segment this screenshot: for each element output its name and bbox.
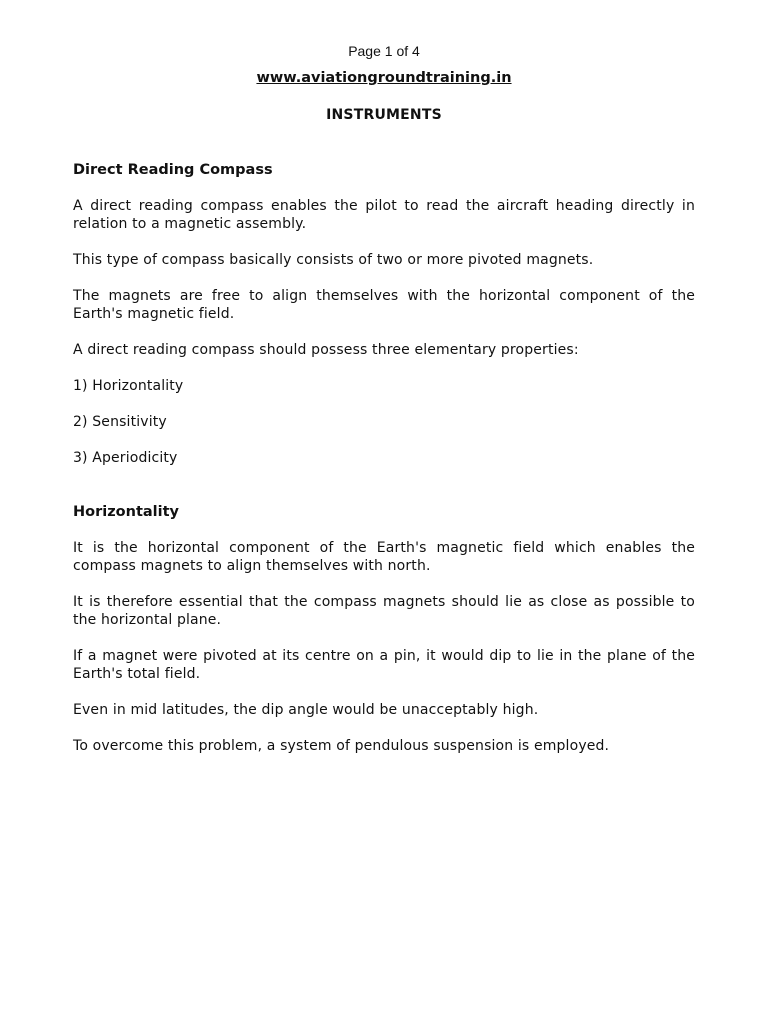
paragraph: It is therefore essential that the compass magnets should lie as close as possible to the horizontal plane. bbox=[73, 594, 695, 628]
section-heading-direct-reading-compass: Direct Reading Compass bbox=[73, 162, 273, 178]
paragraph: This type of compass basically consists of two or more pivoted magnets. bbox=[73, 252, 594, 268]
property-item: 2) Sensitivity bbox=[73, 414, 167, 430]
paragraph: It is the horizontal component of the Earth's magnetic field which enables the compass magnets to align themselves with north. bbox=[73, 540, 695, 574]
paragraph: The magnets are free to align themselves with the horizontal component of the Earth's magnetic field. bbox=[73, 288, 695, 322]
property-item: 3) Aperiodicity bbox=[73, 450, 178, 466]
paragraph: If a magnet were pivoted at its centre on a pin, it would dip to lie in the plane of the Earth's total field. bbox=[73, 648, 695, 682]
page-number: Page 1 of 4 bbox=[348, 43, 420, 59]
document-body bbox=[73, 161, 695, 755]
paragraph: A direct reading compass enables the pilot to read the aircraft heading directly in relation to a magnetic assembly. bbox=[73, 198, 695, 232]
paragraph: To overcome this problem, a system of pendulous suspension is employed. bbox=[73, 738, 610, 754]
paragraph: Even in mid latitudes, the dip angle would be unacceptably high. bbox=[73, 702, 539, 718]
section-heading-horizontality: Horizontality bbox=[73, 504, 179, 520]
document-title: INSTRUMENTS bbox=[326, 107, 442, 123]
paragraph: A direct reading compass should possess three elementary properties: bbox=[73, 342, 579, 358]
site-link[interactable]: www.aviationgroundtraining.in bbox=[256, 70, 512, 86]
property-item: 1) Horizontality bbox=[73, 378, 184, 394]
